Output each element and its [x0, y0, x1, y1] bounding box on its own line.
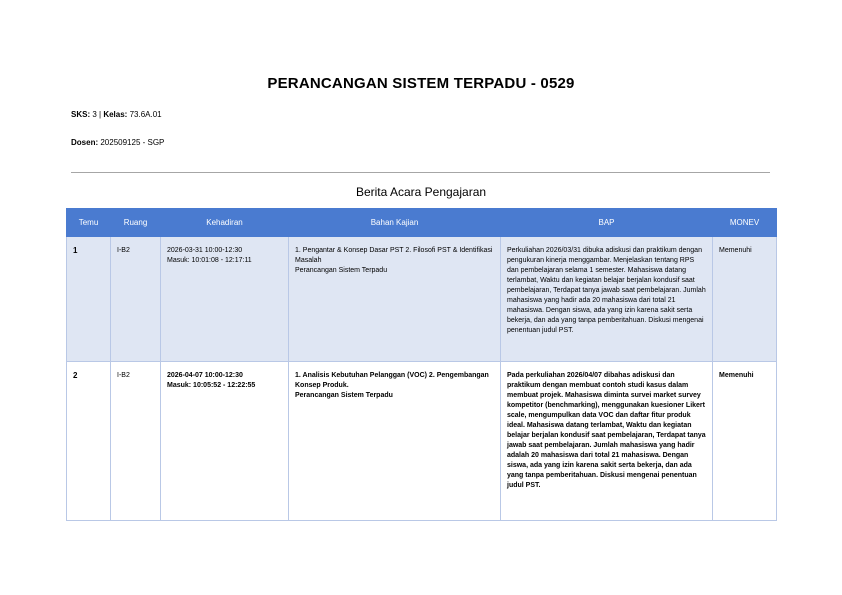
- dosen-label: Dosen:: [71, 138, 99, 147]
- cell-bap: Pada perkuliahan 2026/04/07 dibahas adiskusi dan praktikum dengan membuat contoh studi kasus dalam membuat projek. Mahasiswa diminta survei market survey kompetitor (benchmarking), menggunakan kuesioner Likert scale, mengumpulkan data VOC dan daftar fitur produk ideal. Mahasiswa datang terlambat, Waktu dan kegiatan belajar berjalan kondusif saat pembelajaran, Terdapat tanya jawab saat pembelajaran. Jumlah mahasiswa yang hadir adalah 20 mahasiswa dari total 21 mahasiswa. Dengan siswa, ada yang izin karena sakit serta bekerja, dan ada yang tanpa pemberitahuan. Diskusi mengenai penentuan judul PST.: [501, 362, 713, 521]
- bap-table: [66, 208, 777, 521]
- table-row: [67, 362, 777, 521]
- cell-monev: Memenuhi: [713, 362, 777, 521]
- cell-bahan-kajian: [289, 237, 501, 362]
- header-kehadiran: Kehadiran: [161, 209, 289, 237]
- cell-bap: Perkuliahan 2026/03/31 dibuka adiskusi dan praktikum dengan pengukuran kinerja menggambar. Menjelaskan tentang RPS dan pembelajaran selama 1 semester. Mahasiswa datang terlambat, Waktu dan kegiatan belajar berjalan kondusif saat pembelajaran, Terdapat tanya jawab saat pembelajaran. Jumlah mahasiswa yang hadir ada 20 mahasiswa dari total 21 mahasiswa. Dengan siswa, ada yang izin karena sakit serta bekerja, dan ada yang tanpa pemberitahuan. Diskusi mengenai penentuan judul PST.: [501, 237, 713, 362]
- sks-label: SKS:: [71, 110, 91, 119]
- cell-ruang: I-B2: [111, 362, 161, 521]
- cell-ruang: I-B2: [111, 237, 161, 362]
- bahan-topics: 1. Analisis Kebutuhan Pelanggan (VOC) 2. Pengembangan Konsep Produk.: [295, 372, 489, 389]
- kehadiran-time: 2026-03-31 10:00-12:30: [167, 247, 243, 254]
- cell-temu: 2: [67, 362, 111, 521]
- sks-value: 3 |: [90, 110, 104, 119]
- kelas-value: 73.6A.01: [127, 110, 162, 119]
- kehadiran-masuk: Masuk: 10:01:08 - 12:17:11: [167, 257, 252, 264]
- bahan-course: Perancangan Sistem Terpadu: [295, 392, 393, 399]
- bahan-topics: 1. Pengantar & Konsep Dasar PST 2. Filosofi PST & Identifikasi Masalah: [295, 247, 493, 264]
- bahan-course: Perancangan Sistem Terpadu: [295, 267, 388, 274]
- cell-bahan-kajian: [289, 362, 501, 521]
- header-temu: Temu: [67, 209, 111, 237]
- page-title: PERANCANGAN SISTEM TERPADU - 0529: [267, 75, 575, 92]
- lecturer-info: [71, 138, 164, 147]
- kelas-label: Kelas:: [103, 110, 128, 119]
- dosen-value: 202509125 - SGP: [98, 138, 165, 147]
- cell-monev: Memenuhi: [713, 237, 777, 362]
- cell-kehadiran: [161, 237, 289, 362]
- cell-kehadiran: [161, 362, 289, 521]
- table-row: [67, 237, 777, 362]
- table-header-row: [67, 209, 777, 237]
- divider: [71, 172, 770, 173]
- section-title: Berita Acara Pengajaran: [355, 185, 487, 199]
- cell-temu: 1: [67, 237, 111, 362]
- header-monev: MONEV: [713, 209, 777, 237]
- course-info: [71, 110, 162, 119]
- header-bahan-kajian: Bahan Kajian: [289, 209, 501, 237]
- kehadiran-time: 2026-04-07 10:00-12:30: [167, 372, 243, 379]
- kehadiran-masuk: Masuk: 10:05:52 - 12:22:55: [167, 382, 256, 389]
- header-bap: BAP: [501, 209, 713, 237]
- header-ruang: Ruang: [111, 209, 161, 237]
